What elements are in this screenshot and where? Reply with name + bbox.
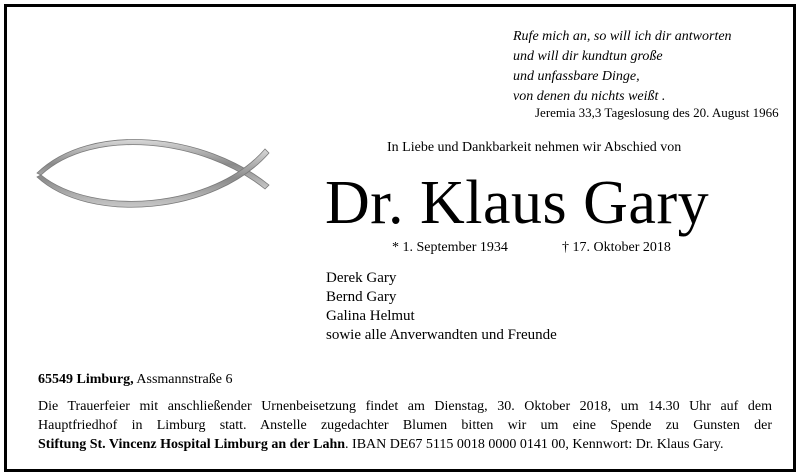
- quote-line: und unfassbare Dinge,: [513, 69, 640, 84]
- mourners-list: [326, 269, 557, 345]
- iban-text: . IBAN DE67 5115 0018 0000 0141 00, Kennwort: Dr. Klaus Gary.: [345, 437, 724, 452]
- foundation-name: Stiftung St. Vincenz Hospital Limburg an der Lahn: [38, 437, 346, 452]
- obituary-card: [4, 4, 796, 472]
- mourner: Galina Helmut: [326, 308, 415, 324]
- family-address: [38, 372, 232, 388]
- deceased-name: Dr. Klaus Gary: [325, 169, 710, 237]
- quote-line: von denen du nichts weißt .: [513, 89, 666, 104]
- ichthys-fish-icon: [33, 135, 279, 211]
- quote-source: Jeremia 33,3 Tageslosung des 20. August 1966: [535, 105, 779, 120]
- notice-line: Hauptfriedhof in Limburg statt. Anstelle zugedachter Blumen bitten wir um eine Spende zu Gunsten der: [38, 418, 772, 433]
- intro-text: In Liebe und Dankbarkeit nehmen wir Abschied von: [387, 140, 682, 155]
- address-city: 65549 Limburg,: [38, 372, 134, 387]
- funeral-notice: [38, 397, 772, 454]
- quote-line: Rufe mich an, so will ich dir antworten: [513, 29, 732, 44]
- address-street: Assmannstraße 6: [133, 372, 233, 387]
- bible-quote: [513, 27, 732, 107]
- notice-line: Die Trauerfeier mit anschließender Urnenbeisetzung findet am Dienstag, 30. Oktober 2018, um 14.30 Uhr auf dem: [38, 399, 772, 414]
- notice-line: [38, 435, 772, 454]
- mourner: Derek Gary: [326, 270, 397, 286]
- birth-date: * 1. September 1934: [392, 240, 508, 255]
- quote-line: und will dir kundtun große: [513, 49, 663, 64]
- mourner: sowie alle Anverwandten und Freunde: [326, 327, 557, 343]
- death-date: † 17. Oktober 2018: [562, 240, 671, 255]
- mourner: Bernd Gary: [326, 289, 397, 305]
